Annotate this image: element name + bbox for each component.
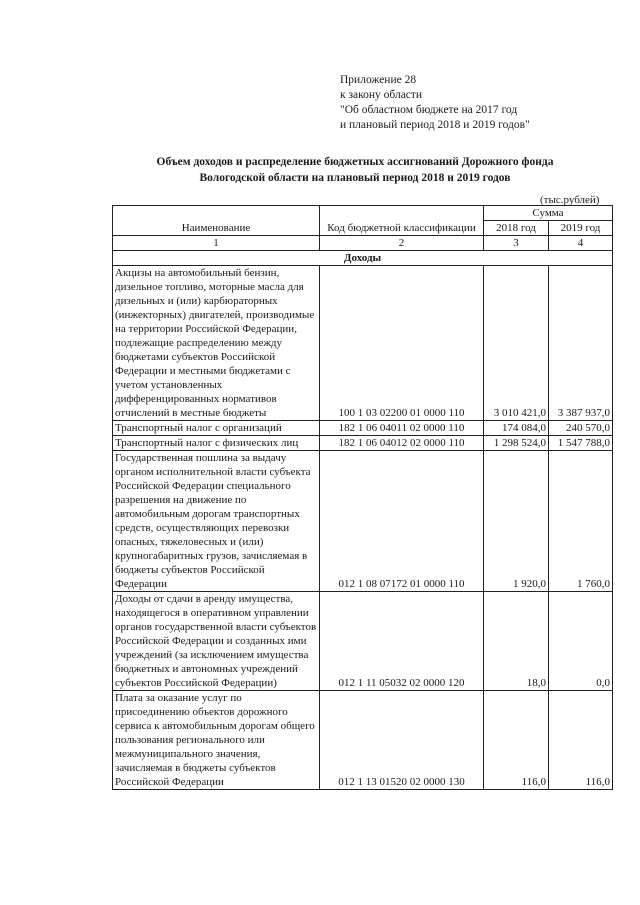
section-title: Доходы xyxy=(113,251,613,266)
row-code: 100 1 03 02200 01 0000 110 xyxy=(320,266,484,421)
column-number: 3 xyxy=(484,236,549,251)
row-name: Доходы от сдачи в аренду имущества, находящегося в оперативном управлении органов государственной власти субъектов Российской Федерации и созданных ими учреждений (за исключением имущества бюджетных и автономных учреждений субъектов Российской Федерации) xyxy=(113,592,320,691)
column-number: 4 xyxy=(549,236,613,251)
table-row xyxy=(113,691,613,790)
row-code: 012 1 08 07172 01 0000 110 xyxy=(320,451,484,592)
row-value-2019: 0,0 xyxy=(549,592,613,691)
column-number: 2 xyxy=(320,236,484,251)
row-value-2018: 1 298 524,0 xyxy=(484,436,549,451)
row-code: 012 1 11 05032 02 0000 120 xyxy=(320,592,484,691)
row-name: Транспортный налог с организаций xyxy=(113,421,320,436)
table-row xyxy=(113,592,613,691)
row-value-2018: 174 084,0 xyxy=(484,421,549,436)
header-year-2019: 2019 год xyxy=(549,221,613,236)
header-code: Код бюджетной классификации xyxy=(320,206,484,236)
section-row xyxy=(113,251,613,266)
table-row xyxy=(113,421,613,436)
table-row xyxy=(113,266,613,421)
row-value-2019: 1 760,0 xyxy=(549,451,613,592)
title-line-1: Объем доходов и распределение бюджетных ассигнований Дорожного фонда xyxy=(156,156,554,168)
header-name: Наименование xyxy=(113,206,320,236)
row-value-2018: 116,0 xyxy=(484,691,549,790)
row-value-2019: 240 570,0 xyxy=(549,421,613,436)
column-numbers-row xyxy=(113,236,613,251)
row-value-2019: 116,0 xyxy=(549,691,613,790)
appendix-line-2: к закону области xyxy=(340,89,423,101)
column-number: 1 xyxy=(113,236,320,251)
row-code: 012 1 13 01520 02 0000 130 xyxy=(320,691,484,790)
appendix-block xyxy=(340,73,530,133)
appendix-line-4: и плановый период 2018 и 2019 годов" xyxy=(340,119,530,131)
row-name: Акцизы на автомобильный бензин, дизельное топливо, моторные масла для дизельных и (или) карбюраторных (инжекторных) двигателей, производимые на территории Российской Федерации, подлежащие распределению между бюджетами субъектов Российской Федерации и местными бюджетами с учетом установленных дифференцированных нормативов отчислений в местные бюджеты xyxy=(113,266,320,421)
row-name: Плата за оказание услуг по присоединению объектов дорожного сервиса к автомобильным дорогам общего пользования регионального или межмуниципального значения, зачисляемая в бюджеты субъектов Российской Федерации xyxy=(113,691,320,790)
row-value-2018: 18,0 xyxy=(484,592,549,691)
title-line-2: Вологодской области на плановый период 2018 и 2019 годов xyxy=(199,172,511,184)
appendix-line-1: Приложение 28 xyxy=(340,74,417,86)
row-value-2019: 1 547 788,0 xyxy=(549,436,613,451)
header-sum: Сумма xyxy=(484,206,613,221)
row-value-2018: 1 920,0 xyxy=(484,451,549,592)
header-year-2018: 2018 год xyxy=(484,221,549,236)
budget-table xyxy=(112,205,613,790)
appendix-line-3: "Об областном бюджете на 2017 год xyxy=(340,104,518,116)
row-code: 182 1 06 04011 02 0000 110 xyxy=(320,421,484,436)
table-row xyxy=(113,436,613,451)
row-name: Государственная пошлина за выдачу органом исполнительной власти субъекта Российской Федерации специального разрешения на движение по автомобильным дорогам транспортных средств, осуществляющих перевозки опасных, тяжеловесных и (или) крупногабаритных грузов, зачисляемая в бюджеты субъектов Российской Федерации xyxy=(113,451,320,592)
row-value-2019: 3 387 937,0 xyxy=(549,266,613,421)
row-code: 182 1 06 04012 02 0000 110 xyxy=(320,436,484,451)
units-label: (тыс.рублей) xyxy=(540,194,600,206)
table-row xyxy=(113,451,613,592)
row-name: Транспортный налог с физических лиц xyxy=(113,436,320,451)
document-title xyxy=(120,154,590,186)
header-row xyxy=(113,206,613,221)
row-value-2018: 3 010 421,0 xyxy=(484,266,549,421)
